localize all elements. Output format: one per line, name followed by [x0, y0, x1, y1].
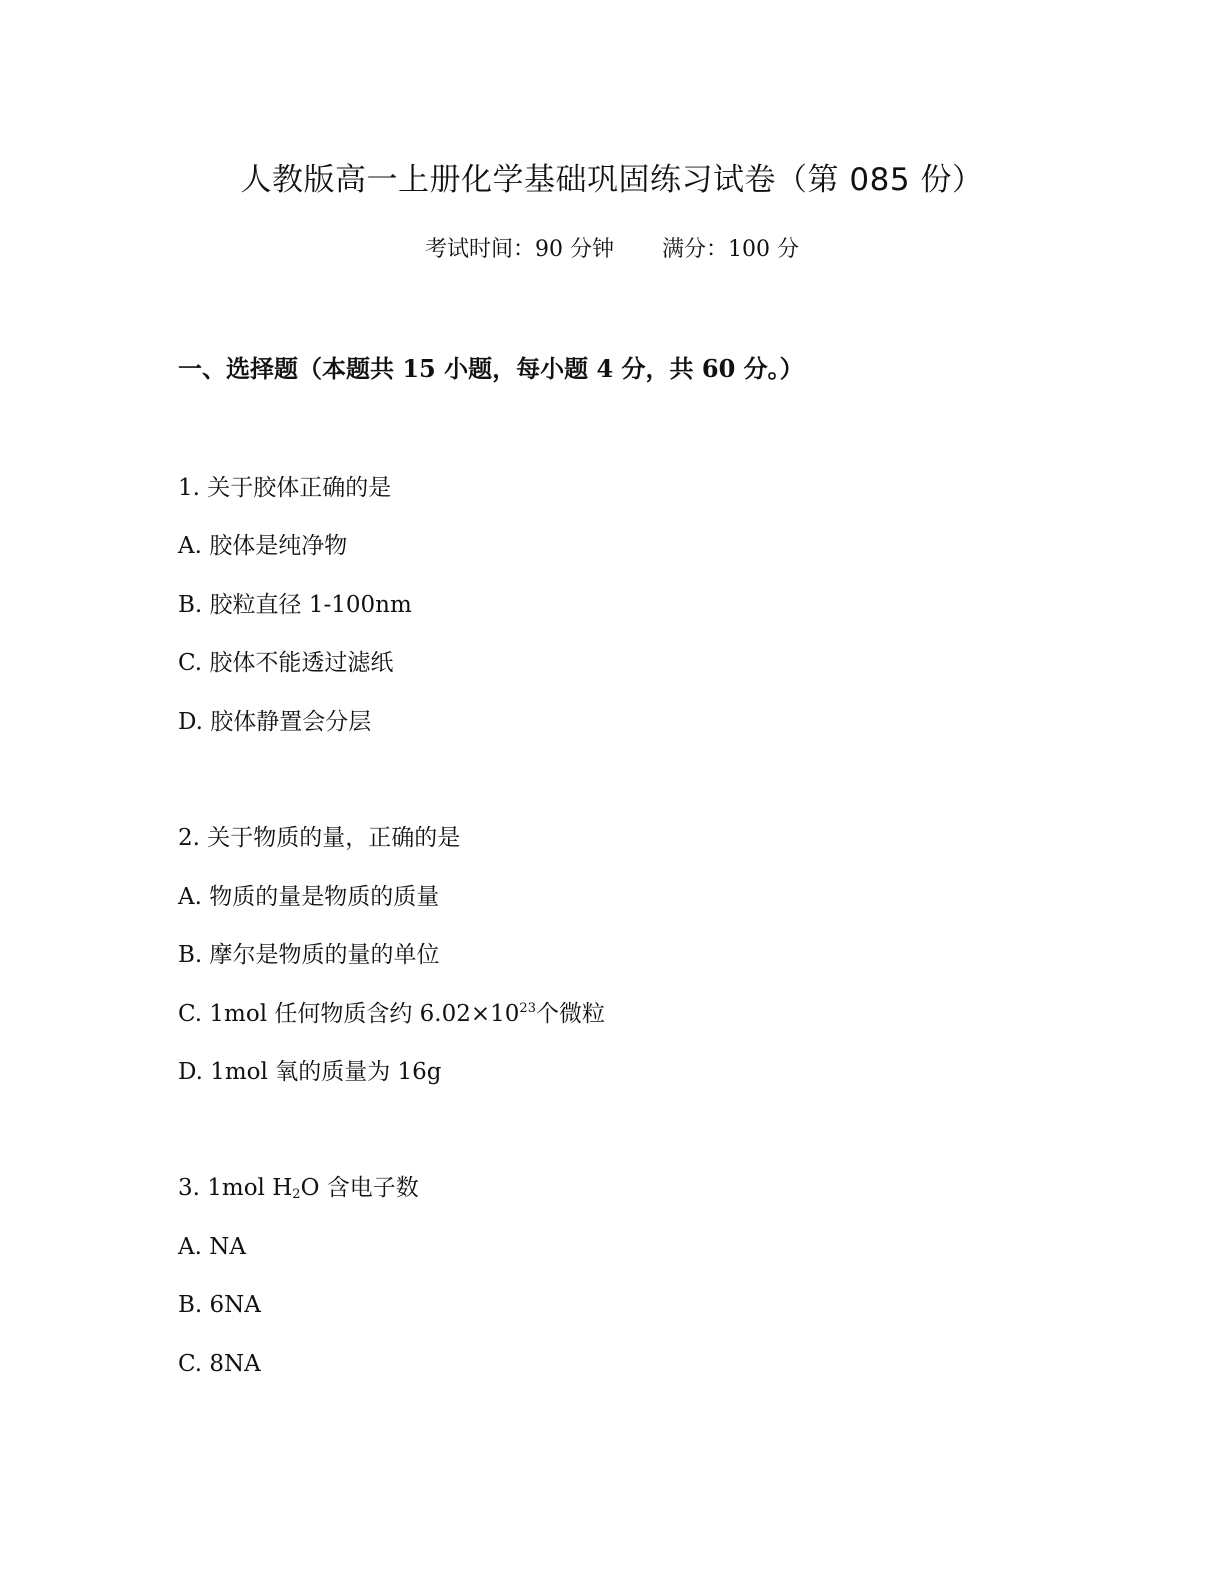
- question-3-stem-suffix: O 含电子数: [300, 1175, 419, 1201]
- exponent: 23: [519, 1001, 536, 1016]
- question-3-option-a: A. NA: [178, 1234, 246, 1260]
- question-2-option-d: D. 1mol 氧的质量为 16g: [178, 1059, 442, 1085]
- question-2-option-c: [178, 996, 605, 1032]
- question-3-stem: [178, 1170, 419, 1206]
- question-1-option-d: D. 胶体静置会分层: [178, 709, 372, 735]
- question-2-option-c-suffix: 个微粒: [535, 1001, 605, 1027]
- question-1-option-a: A. 胶体是纯净物: [178, 533, 348, 559]
- question-2-option-a: A. 物质的量是物质的质量: [178, 884, 440, 910]
- question-1-option-c: C. 胶体不能透过滤纸: [178, 650, 394, 676]
- question-2-option-b: B. 摩尔是物质的量的单位: [178, 942, 440, 968]
- question-1-option-b: B. 胶粒直径 1-100nm: [178, 592, 412, 618]
- question-1-stem: 1. 关于胶体正确的是: [178, 475, 392, 501]
- question-3-stem-text: 3. 1mol H: [178, 1175, 293, 1201]
- section-heading: 一、选择题（本题共 15 小题，每小题 4 分，共 60 分。）: [178, 354, 804, 383]
- question-3-option-c: C. 8NA: [178, 1351, 261, 1377]
- question-2-stem: 2. 关于物质的量，正确的是: [178, 825, 461, 851]
- exam-time: 考试时间：90 分钟: [425, 237, 614, 262]
- full-score: 满分：100 分: [662, 237, 799, 262]
- exam-meta: [0, 232, 1224, 268]
- subscript: 2: [292, 1187, 301, 1202]
- question-2-option-c-text: C. 1mol 任何物质含约 6.02×10: [178, 1001, 520, 1027]
- exam-title: 人教版高一上册化学基础巩固练习试卷（第 085 份）: [240, 162, 984, 198]
- question-3-option-b: B. 6NA: [178, 1292, 261, 1318]
